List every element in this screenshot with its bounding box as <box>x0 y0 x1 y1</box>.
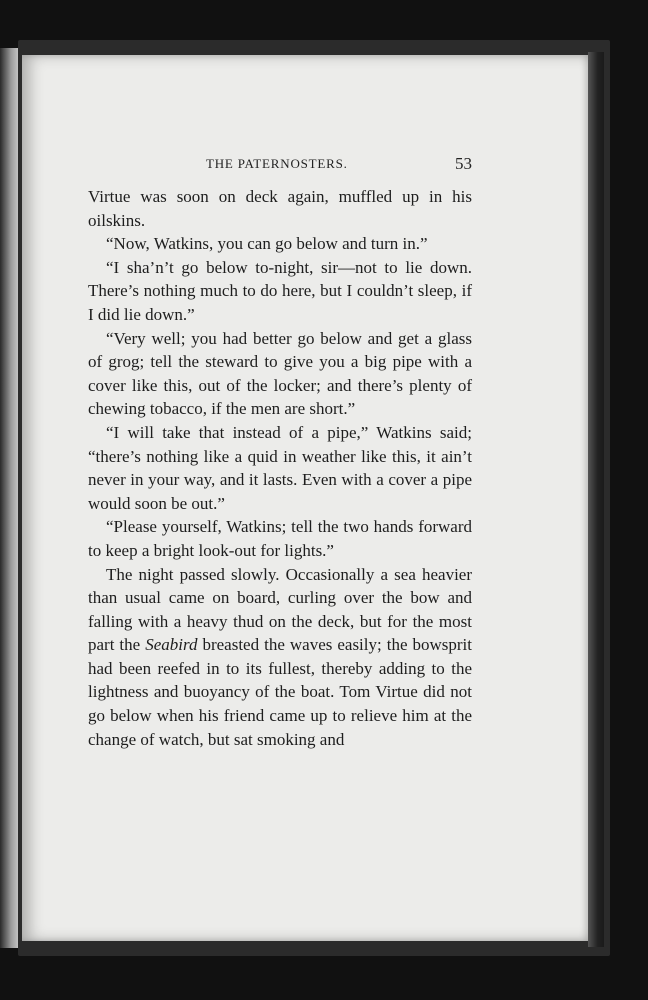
paragraph <box>88 563 472 752</box>
paragraph-text: breasted the waves easily; the bowsprit had been reefed in to its fullest, thereby adding to the lightness and buoyancy of the boat. Tom Virtue did not go below when his friend came up to relieve him at the change of watch, but sat smoking and <box>88 635 472 749</box>
paragraph: “I sha’n’t go below to-night, sir—not to lie down. There’s nothing much to do here, but I couldn’t sleep, if I did lie down.” <box>88 257 472 324</box>
paragraph-text: The night passed slowly. Occasionally a sea heavier than usual came on board, curling over the bow and falling with a heavy thud on the deck, but for the most part the <box>88 564 472 655</box>
paragraph: “I will take that instead of a pipe,” Watkins said; “there’s nothing like a quid in weather like this, it ain’t never in your way, and it lasts. Even with a cover a pipe would soon be out.” <box>88 422 472 513</box>
paragraph: “Now, Watkins, you can go below and turn in.” <box>106 234 428 254</box>
page-block-edge <box>588 52 604 947</box>
ship-name: Seabird <box>145 635 198 655</box>
paragraph: Virtue was soon on deck again, muffled up in his oilskins. <box>88 187 472 230</box>
page-number: 53 <box>455 154 472 173</box>
page-header <box>88 154 472 174</box>
body-text <box>88 185 472 751</box>
paragraph: “Please yourself, Watkins; tell the two hands forward to keep a bright look-out for lights.” <box>88 517 472 560</box>
paragraph: “Very well; you had better go below and get a glass of grog; tell the steward to give you a big pipe with a cover like this, out of the locker; and there’s plenty of chewing tobacco, if the men are short.” <box>88 328 472 419</box>
facing-page-edge <box>0 48 20 948</box>
running-title: THE PATERNOSTERS. <box>206 156 348 171</box>
